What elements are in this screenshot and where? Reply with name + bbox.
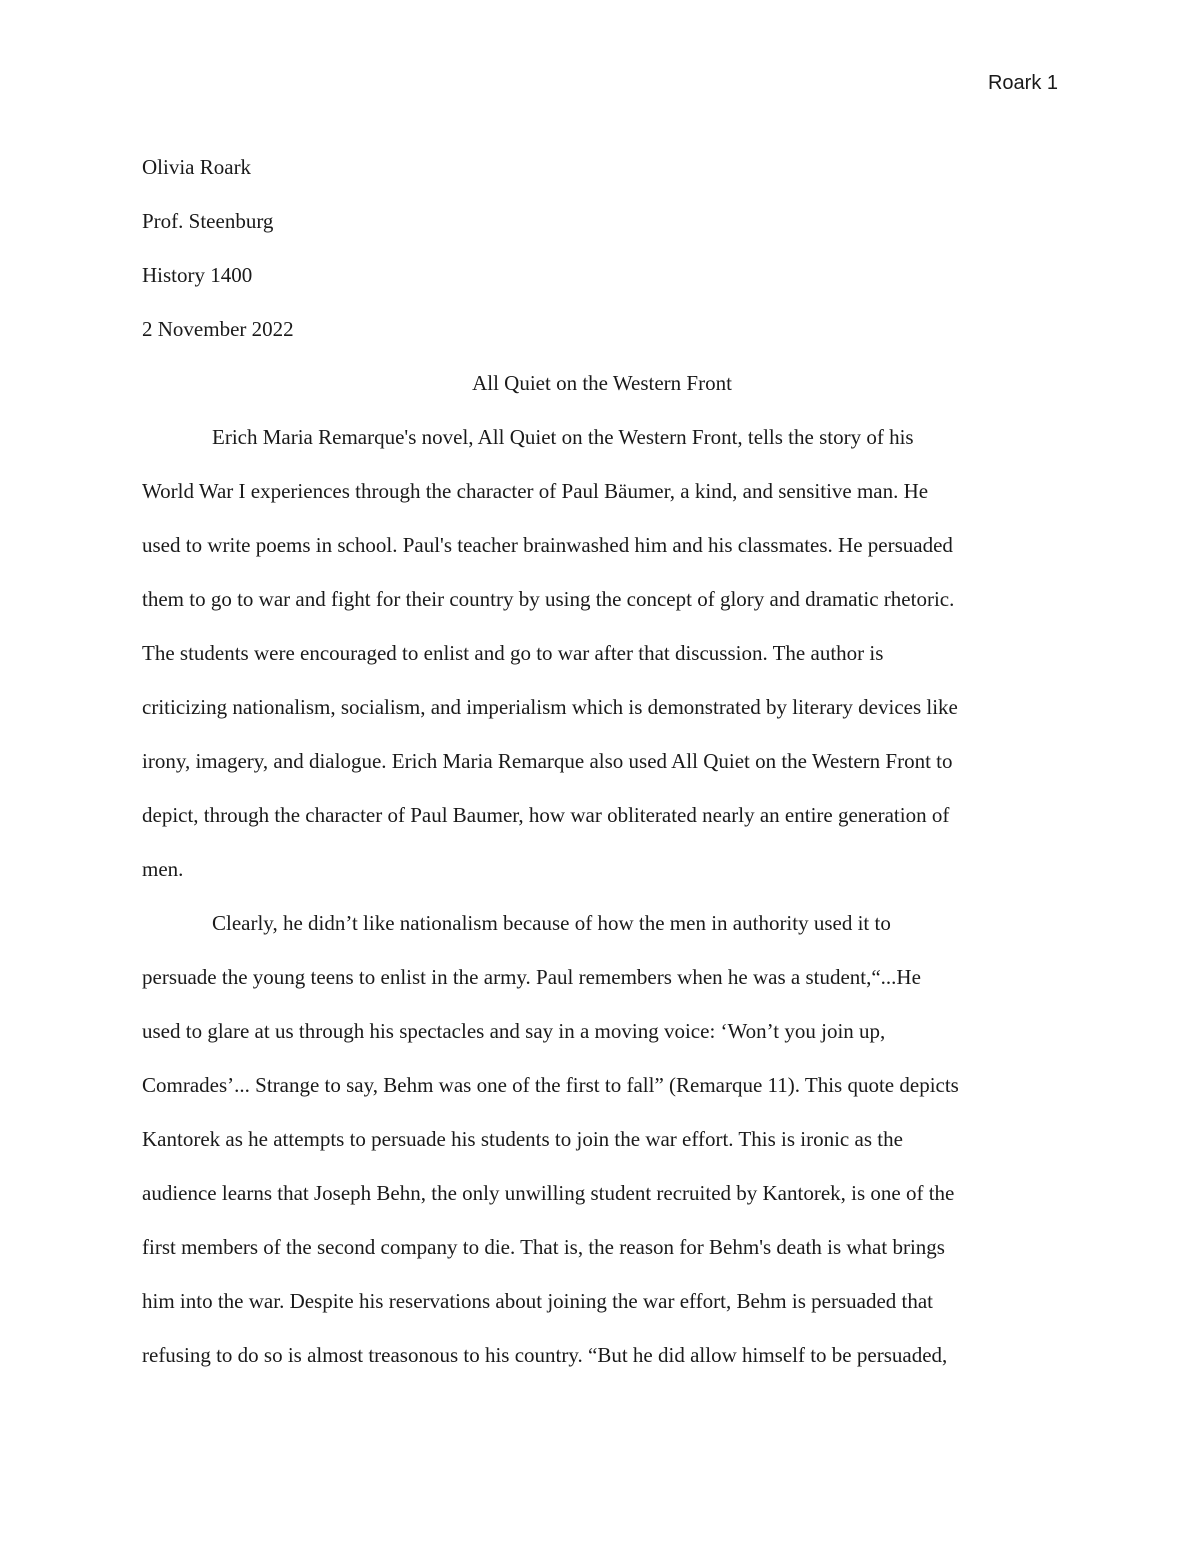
paragraph-line: Clearly, he didn’t like nationalism because of how the men in authority used it to [212, 911, 891, 935]
heading-block [142, 140, 1062, 356]
paragraph-line: The students were encouraged to enlist and go to war after that discussion. The author is [142, 641, 884, 665]
paragraph-line: first members of the second company to die. That is, the reason for Behm's death is what brings [142, 1235, 945, 1259]
essay-body [142, 140, 1062, 1382]
course-name: History 1400 [142, 263, 253, 287]
paragraph-line: depict, through the character of Paul Baumer, how war obliterated nearly an entire generation of [142, 803, 950, 827]
paragraph-1 [142, 410, 1062, 896]
paragraph-line: persuade the young teens to enlist in the army. Paul remembers when he was a student,“...He [142, 965, 921, 989]
running-head: Roark 1 [987, 72, 1058, 94]
essay-title: All Quiet on the Western Front [472, 371, 732, 395]
paragraph-line: refusing to do so is almost treasonous to his country. “But he did allow himself to be persuaded, [142, 1343, 948, 1367]
essay-date: 2 November 2022 [142, 317, 294, 341]
paragraph-line: audience learns that Joseph Behn, the only unwilling student recruited by Kantorek, is one of the [142, 1181, 955, 1205]
paragraph-line: men. [142, 857, 184, 881]
paragraph-line: used to write poems in school. Paul's teacher brainwashed him and his classmates. He persuaded [142, 533, 953, 557]
student-name: Olivia Roark [142, 155, 252, 179]
paragraph-line: Comrades’... Strange to say, Behm was one of the first to fall” (Remarque 11). This quote depicts [142, 1073, 959, 1097]
paragraph-line: Kantorek as he attempts to persuade his students to join the war effort. This is ironic as the [142, 1127, 903, 1151]
paragraph-2 [142, 896, 1062, 1382]
paragraph-line: them to go to war and fight for their country by using the concept of glory and dramatic rhetoric. [142, 587, 955, 611]
professor-name: Prof. Steenburg [142, 209, 274, 233]
paragraph-line: irony, imagery, and dialogue. Erich Maria Remarque also used All Quiet on the Western Front to [142, 749, 953, 773]
paragraph-line: used to glare at us through his spectacles and say in a moving voice: ‘Won’t you join up, [142, 1019, 886, 1043]
paragraph-line: Erich Maria Remarque's novel, All Quiet on the Western Front, tells the story of his [212, 425, 914, 449]
paragraph-line: criticizing nationalism, socialism, and imperialism which is demonstrated by literary devices like [142, 695, 958, 719]
paragraph-line: World War I experiences through the character of Paul Bäumer, a kind, and sensitive man. He [142, 479, 929, 503]
paragraph-line: him into the war. Despite his reservations about joining the war effort, Behm is persuaded that [142, 1289, 934, 1313]
